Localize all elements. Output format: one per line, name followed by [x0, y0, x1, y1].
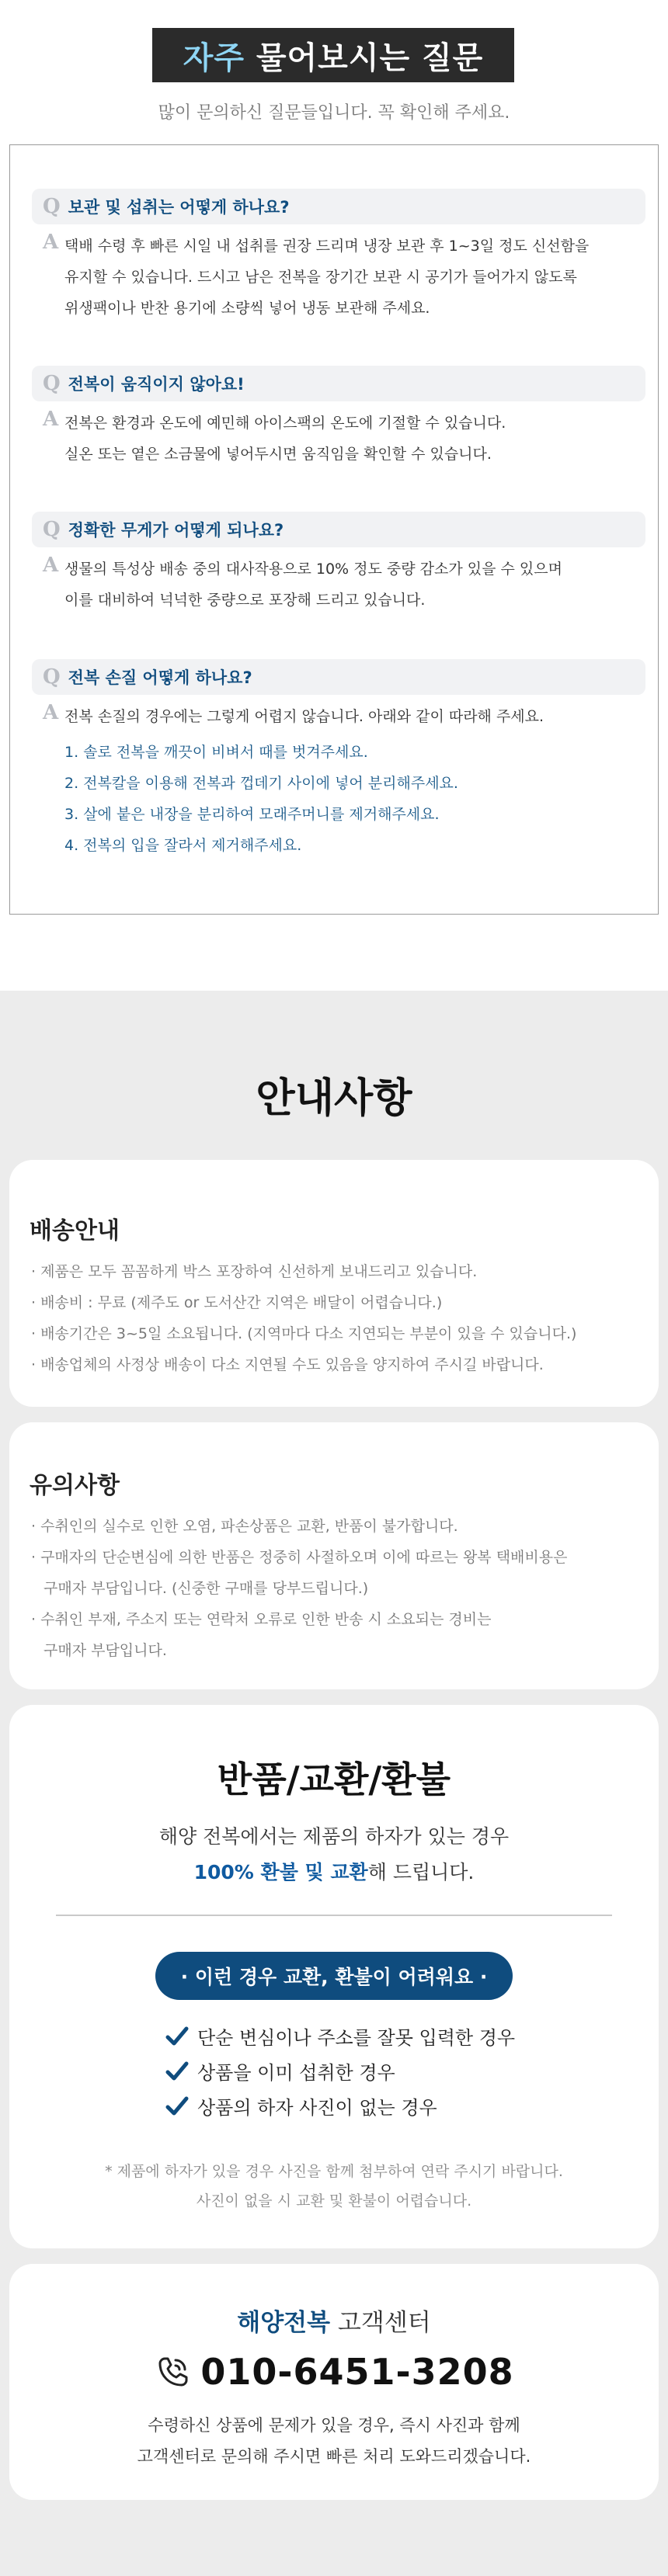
caution-line: · 구매자의 단순변심에 의한 반품은 정중히 사절하오며 이에 따르는 왕복 택배비용은	[31, 1549, 568, 1566]
customer-center-card	[9, 2264, 659, 2500]
a-icon: A	[43, 554, 59, 577]
returns-note-line2: 사진이 없을 시 교환 및 환불이 어렵습니다.	[196, 2192, 472, 2210]
caution-line: · 수취인 부재, 주소지 또는 연락처 오류로 인한 반송 시 소요되는 경비는	[31, 1611, 492, 1628]
faq-question-text: 보관 및 섭취는 어떻게 하나요?	[68, 198, 290, 217]
faq-item	[32, 659, 645, 861]
faq-question	[32, 189, 645, 224]
q-icon: Q	[43, 518, 61, 541]
faq-section	[0, 0, 668, 991]
q-icon: Q	[43, 195, 61, 218]
customer-center-desc-line2: 고객센터로 문의해 주시면 빠른 처리 도와드리겠습니다.	[137, 2447, 531, 2466]
returns-highlight: 100% 환불 및 교환	[193, 1861, 368, 1883]
faq-answer	[32, 408, 645, 470]
notice-title: 안내사항	[256, 1075, 412, 1122]
q-icon: Q	[43, 372, 61, 395]
returns-card	[9, 1705, 659, 2248]
caution-line: · 수취인의 실수로 인한 오염, 파손상품은 교환, 반품이 불가합니다.	[31, 1518, 458, 1535]
shipping-card	[9, 1160, 659, 1407]
shipping-list	[31, 1256, 645, 1380]
faq-answer	[32, 231, 645, 324]
returns-check-list	[165, 2019, 553, 2123]
check-icon	[165, 2094, 190, 2119]
faq-title	[183, 33, 484, 78]
shipping-heading: 배송안내	[30, 1217, 120, 1245]
faq-title-highlight: 자주	[183, 40, 245, 76]
customer-center-brand: 해양전복	[237, 2309, 331, 2337]
check-row	[165, 2054, 553, 2088]
check-row	[165, 2019, 553, 2054]
customer-center-label: 고객센터	[330, 2309, 431, 2337]
faq-answer	[32, 701, 645, 861]
check-text: 상품을 이미 섭취한 경우	[197, 2062, 395, 2084]
faq-title-box	[152, 28, 514, 82]
faq-title-rest: 물어보시는 질문	[244, 40, 484, 76]
faq-step: 2. 전복칼을 이용해 전복과 껍데기 사이에 넣어 분리해주세요.	[64, 775, 458, 792]
faq-item	[32, 512, 645, 616]
phone-icon	[154, 2352, 193, 2391]
faq-steps	[64, 737, 645, 861]
q-icon: Q	[43, 665, 61, 689]
faq-subtitle: 많이 문의하신 질문들입니다. 꼭 확인해 주세요.	[158, 103, 510, 123]
faq-answer-line: 전복은 환경과 온도에 예민해 아이스팩의 온도에 기절할 수 있습니다.	[64, 415, 506, 432]
customer-center-title	[9, 2303, 659, 2338]
caution-line: 구매자 부담입니다. (신중한 구매를 당부드립니다.)	[43, 1580, 369, 1597]
shipping-line: · 배송기간은 3~5일 소요됩니다. (지역마다 다소 지연되는 부분이 있을 수 있습니다.)	[31, 1325, 577, 1342]
faq-answer-line: 위생팩이나 반찬 용기에 소량씩 넣어 냉동 보관해 주세요.	[64, 300, 430, 317]
shipping-line: · 배송업체의 사정상 배송이 다소 지연될 수도 있음을 양지하여 주시길 바랍니다.	[31, 1356, 544, 1373]
returns-pill-text: · 이런 경우 교환, 환불이 어려워요 ·	[180, 1966, 488, 1988]
customer-center-desc-line1: 수령하신 상품에 문제가 있을 경우, 즉시 사진과 함께	[148, 2416, 520, 2435]
faq-item	[32, 366, 645, 470]
check-icon	[165, 2024, 190, 2049]
faq-answer-line: 이를 대비하여 넉넉한 중량으로 포장해 드리고 있습니다.	[64, 592, 426, 609]
faq-item	[32, 189, 645, 324]
faq-answer-line: 실온 또는 옅은 소금물에 넣어두시면 움직임을 확인할 수 있습니다.	[64, 446, 492, 463]
notice-section	[0, 991, 668, 2576]
faq-step: 1. 솔로 전복을 깨끗이 비벼서 때를 벗겨주세요.	[64, 744, 368, 761]
shipping-line: · 배송비 : 무료 (제주도 or 도서산간 지역은 배달이 어렵습니다.)	[31, 1294, 443, 1311]
caution-heading: 유의사항	[30, 1472, 120, 1499]
returns-title: 반품/교환/환불	[217, 1758, 451, 1800]
returns-desc-line1: 해양 전복에서는 제품의 하자가 있는 경우	[158, 1825, 510, 1848]
faq-answer	[32, 554, 645, 616]
faq-answer-line: 생물의 특성상 배송 중의 대사작용으로 10% 정도 중량 감소가 있을 수 있으며	[64, 561, 562, 578]
caution-card	[9, 1422, 659, 1689]
a-icon: A	[43, 231, 59, 254]
shipping-line: · 제품은 모두 꼼꼼하게 박스 포장하여 신선하게 보내드리고 있습니다.	[31, 1263, 478, 1280]
a-icon: A	[43, 408, 59, 431]
phone-row	[9, 2351, 659, 2393]
faq-question	[32, 659, 645, 695]
faq-step: 3. 살에 붙은 내장을 분리하여 모래주머니를 제거해주세요.	[64, 806, 440, 823]
faq-box	[9, 144, 659, 915]
phone-number[interactable]: 010-6451-3208	[200, 2351, 514, 2393]
faq-answer-line: 유지할 수 있습니다. 드시고 남은 전복을 장기간 보관 시 공기가 들어가지 않도록	[64, 269, 577, 286]
returns-desc-line2	[9, 1857, 659, 1885]
check-icon	[165, 2059, 190, 2084]
returns-pill	[155, 1952, 513, 2000]
caution-list	[31, 1511, 645, 1666]
faq-answer-line: 택배 수령 후 빠른 시일 내 섭취를 권장 드리며 냉장 보관 후 1~3일 정도 신선함을	[64, 238, 590, 255]
returns-desc-suffix: 해 드립니다.	[367, 1861, 475, 1883]
caution-line: 구매자 부담입니다.	[43, 1642, 167, 1659]
faq-answer-line: 전복 손질의 경우에는 그렇게 어렵지 않습니다. 아래와 같이 따라해 주세요.	[64, 708, 544, 725]
divider	[56, 1915, 612, 1916]
faq-question-text: 전복 손질 어떻게 하나요?	[68, 668, 252, 687]
a-icon: A	[43, 701, 59, 724]
check-text: 단순 변심이나 주소를 잘못 입력한 경우	[197, 2027, 516, 2049]
faq-question	[32, 512, 645, 547]
check-row	[165, 2088, 553, 2123]
faq-question	[32, 366, 645, 401]
returns-note-line1: * 제품에 하자가 있을 경우 사진을 함께 첨부하여 연락 주시기 바랍니다.	[105, 2163, 563, 2180]
faq-step: 4. 전복의 입을 잘라서 제거해주세요.	[64, 837, 302, 854]
check-text: 상품의 하자 사진이 없는 경우	[197, 2097, 437, 2119]
faq-question-text: 전복이 움직이지 않아요!	[68, 375, 245, 394]
faq-question-text: 정확한 무게가 어떻게 되나요?	[68, 521, 284, 540]
